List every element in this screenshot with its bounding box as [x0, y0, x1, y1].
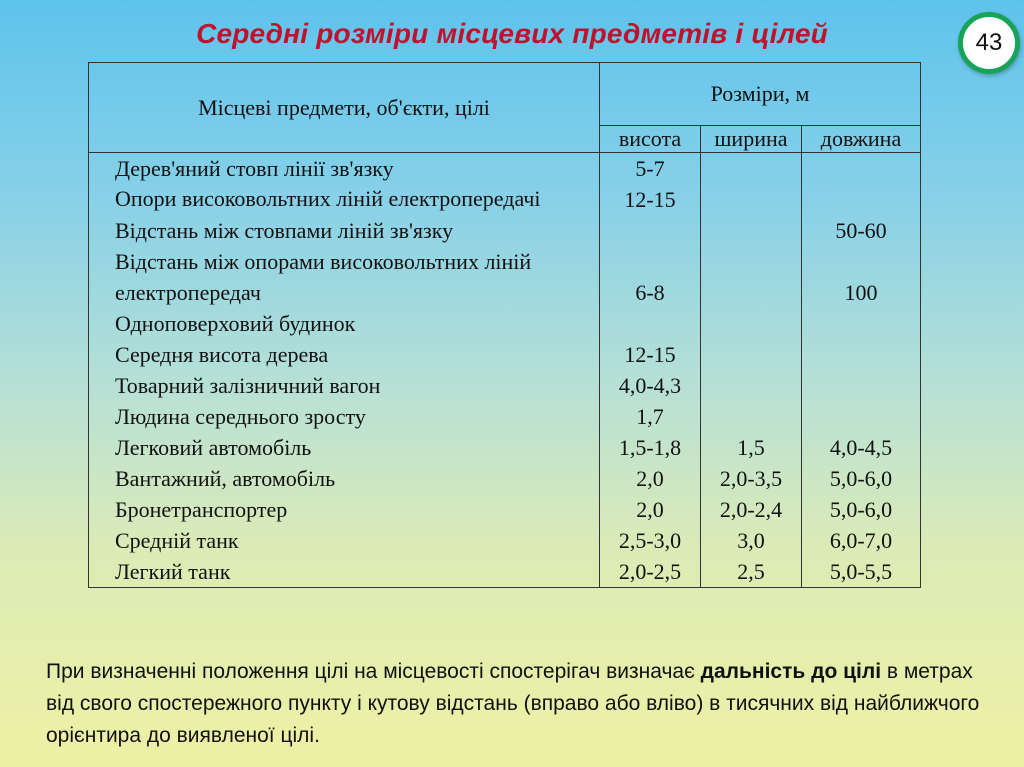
table-row: [89, 494, 921, 525]
row-height: 6-8: [600, 246, 701, 308]
table-row: [89, 184, 921, 215]
row-width: 1,5: [701, 432, 802, 463]
row-width: [701, 184, 802, 215]
table-row: [89, 246, 921, 308]
row-length: [802, 401, 921, 432]
row-height: 2,5-3,0: [600, 525, 701, 556]
note-text-end: в метрах від свого спостережного пункту і кутову відстань (вправо або вліво) в тисячних від найближчого орієнтира до виявленої цілі.: [46, 660, 980, 747]
row-length: 4,0-4,5: [802, 432, 921, 463]
table-row: [89, 215, 921, 246]
row-length: 5,0-6,0: [802, 463, 921, 494]
row-width: [701, 339, 802, 370]
row-length: [802, 339, 921, 370]
row-name: Легковий автомобіль: [89, 432, 600, 463]
row-width: [701, 401, 802, 432]
row-width: [701, 308, 802, 339]
row-height: [600, 308, 701, 339]
sizes-table-container: [88, 62, 921, 588]
row-length: 5,0-5,5: [802, 556, 921, 588]
header-objects: Місцеві предмети, об'єкти, цілі: [89, 63, 600, 153]
row-name: Опори високовольтних ліній електропередачі: [89, 184, 600, 215]
row-width: 2,0-3,5: [701, 463, 802, 494]
table-row: [89, 525, 921, 556]
row-width: 2,5: [701, 556, 802, 588]
row-length: 5,0-6,0: [802, 494, 921, 525]
page-title: Середні розміри місцевих предметів і цілей: [196, 18, 828, 49]
row-width: 2,0-2,4: [701, 494, 802, 525]
table-row: [89, 556, 921, 588]
header-height: висота: [600, 126, 701, 153]
row-name: Відстань між опорами високовольтних ліній електропередач: [89, 246, 600, 308]
row-name: Середня висота дерева: [89, 339, 600, 370]
row-height: 2,0-2,5: [600, 556, 701, 588]
table-row: [89, 370, 921, 401]
explanation-note: [46, 656, 986, 752]
table-row: [89, 308, 921, 339]
row-name: Одноповерховий будинок: [89, 308, 600, 339]
row-name: Товарний залізничний вагон: [89, 370, 600, 401]
row-width: [701, 215, 802, 246]
note-text-start: При визначенні положення цілі на місцевості спостерігач визначає: [46, 660, 701, 683]
table-row: [89, 153, 921, 185]
row-name: Бронетранспортер: [89, 494, 600, 525]
row-length: [802, 153, 921, 185]
row-length: 50-60: [802, 215, 921, 246]
row-height: 4,0-4,3: [600, 370, 701, 401]
table-row: [89, 432, 921, 463]
row-name: Средній танк: [89, 525, 600, 556]
row-length: 6,0-7,0: [802, 525, 921, 556]
row-height: 1,7: [600, 401, 701, 432]
row-height: 12-15: [600, 339, 701, 370]
row-name: Вантажний, автомобіль: [89, 463, 600, 494]
row-width: [701, 370, 802, 401]
sizes-table: [88, 62, 921, 588]
row-width: [701, 246, 802, 308]
row-height: 2,0: [600, 463, 701, 494]
row-name: Легкий танк: [89, 556, 600, 588]
note-emphasis: дальність до цілі: [700, 660, 882, 683]
row-height: 5-7: [600, 153, 701, 185]
table-row: [89, 463, 921, 494]
row-height: [600, 215, 701, 246]
row-height: 1,5-1,8: [600, 432, 701, 463]
row-width: [701, 153, 802, 185]
row-width: 3,0: [701, 525, 802, 556]
row-length: 100: [802, 246, 921, 308]
page-number-badge: 43: [958, 12, 1020, 74]
row-height: 12-15: [600, 184, 701, 215]
row-length: [802, 308, 921, 339]
header-sizes: Розміри, м: [600, 63, 921, 126]
row-name: Відстань між стовпами ліній зв'язку: [89, 215, 600, 246]
row-height: 2,0: [600, 494, 701, 525]
table-row: [89, 339, 921, 370]
table-row: [89, 401, 921, 432]
row-length: [802, 370, 921, 401]
row-name: Дерев'яний стовп лінії зв'язку: [89, 153, 600, 185]
header-length: довжина: [802, 126, 921, 153]
row-name: Людина середнього зросту: [89, 401, 600, 432]
header-width: ширина: [701, 126, 802, 153]
table-body: [89, 153, 921, 588]
row-length: [802, 184, 921, 215]
